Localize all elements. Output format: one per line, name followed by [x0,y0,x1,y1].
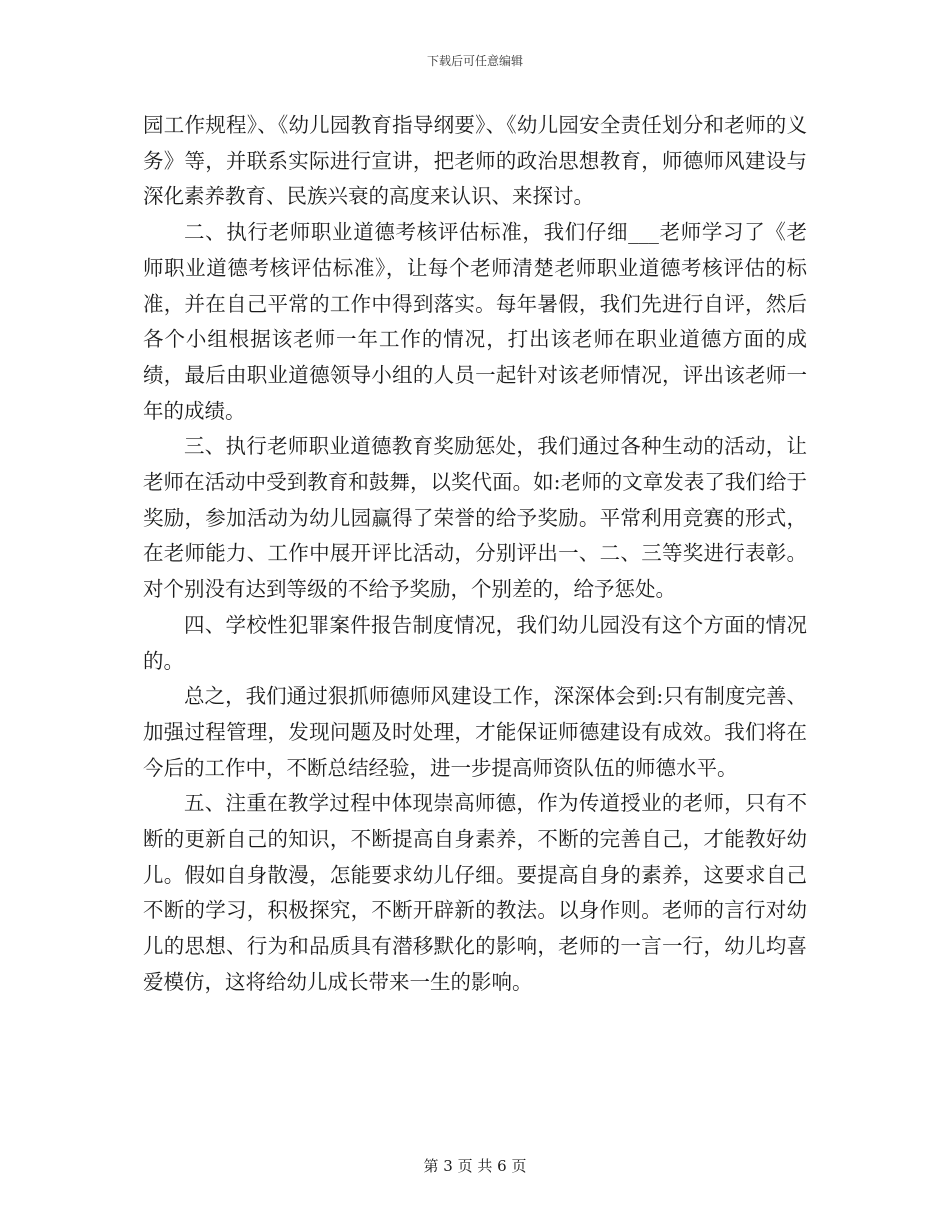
page-number: 第 3 页 共 6 页 [423,1157,527,1175]
paragraph-summary: 总之，我们通过狠抓师德师风建设工作，深深体会到:只有制度完善、加强过程管理，发现问题及时处理，才能保证师德建设有成效。我们将在今后的工作中，不断总结经验，进一步提高师资队伍的师德水平。 [143,684,807,780]
paragraph-section-4: 四、学校性犯罪案件报告制度情况，我们幼儿园没有这个方面的情况的。 [143,612,807,673]
paragraph-section-3: 三、执行老师职业道德教育奖励惩处，我们通过各种生动的活动，让老师在活动中受到教育和鼓舞，以奖代面。如:老师的文章发表了我们给于奖励，参加活动为幼儿园赢得了荣誉的给予奖励。平常利用竞赛的形式，在老师能力、工作中展开评比活动，分别评出一、二、三等奖进行表彰。对个别没有达到等级的不给予奖励，个别差的，给予惩处。 [143,434,807,602]
page-header-note: 下载后可任意编辑 [426,54,523,68]
paragraph-section-5: 五、注重在教学过程中体现崇高师德，作为传道授业的老师，只有不断的更新自己的知识，不断提高自身素养，不断的完善自己，才能教好幼儿。假如自身散漫，怎能要求幼儿仔细。要提高自身的素养，这要求自己不断的学习，积极探究，不断开辟新的教法。以身作则。老师的言行对幼儿的思想、行为和品质具有潜移默化的影响，老师的一言一行，幼儿均喜爱模仿，这将给幼儿成长带来一生的影响。 [143,791,807,994]
paragraph-section-2: 二、执行老师职业道德考核评估标准，我们仔细___老师学习了《老师职业道德考核评估标准》，让每个老师清楚老师职业道德考核评估的标准，并在自己平常的工作中得到落实。每年暑假，我们先进行自评，然后各个小组根据该老师一年工作的情况，打出该老师在职业道德方面的成绩，最后由职业道德领导小组的人员一起针对该老师情况，评出该老师一年的成绩。 [143,220,807,423]
document-body [143,108,807,1001]
paragraph-continuation: 园工作规程》、《幼儿园教育指导纲要》、《幼儿园安全责任划分和老师的义务》等，并联系实际进行宣讲，把老师的政治思想教育，师德师风建设与深化素养教育、民族兴衰的高度来认识、来探讨。 [143,113,807,209]
